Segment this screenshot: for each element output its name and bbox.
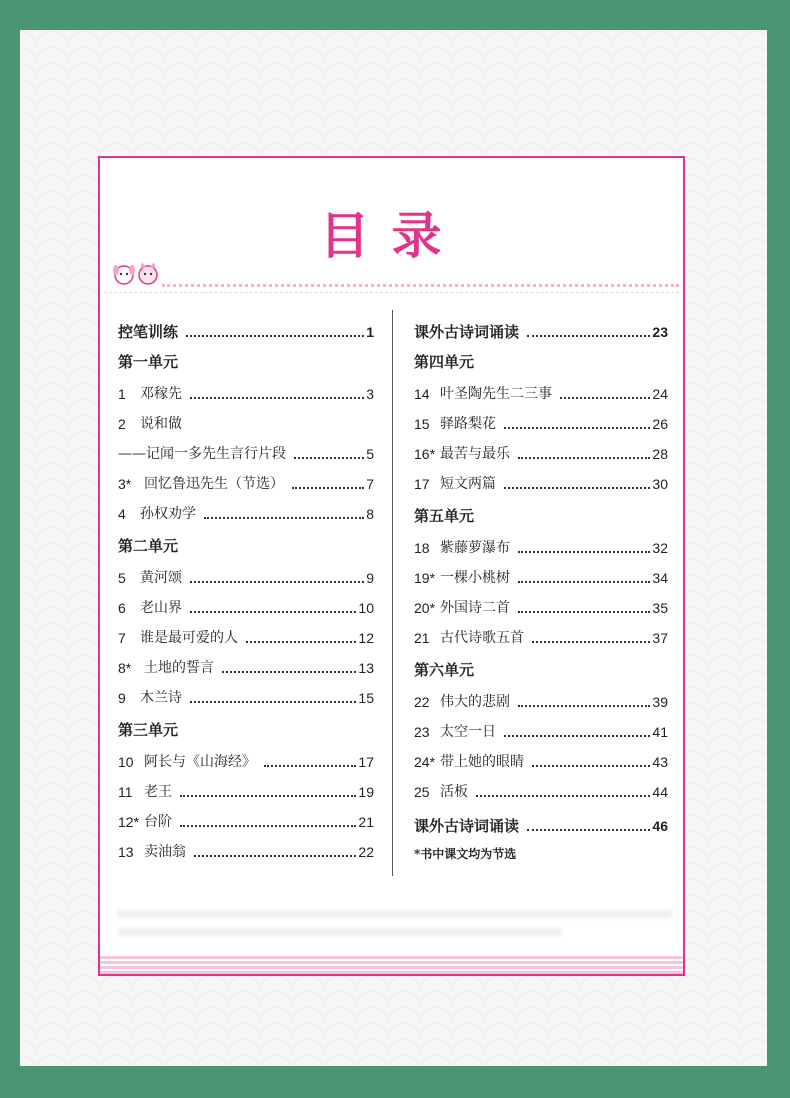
bottom-stripes: [100, 954, 683, 974]
toc-entry[interactable]: [414, 382, 668, 404]
toc-entry[interactable]: [118, 750, 374, 772]
toc-entry-title: 说和做: [140, 416, 182, 432]
toc-entry-number: 16*: [414, 446, 436, 462]
dotted-leader: [186, 335, 364, 337]
toc-entry-title: 谁是最可爱的人: [140, 630, 238, 646]
toc-entry-title: 叶圣陶先生二三事: [440, 386, 552, 402]
toc-entry-number: 21: [414, 630, 430, 646]
toc-entry-number: 20*: [414, 600, 436, 616]
footnote-text: *书中课文均为节选: [414, 847, 517, 861]
toc-entry-number: 13: [118, 844, 134, 860]
unit-header-label: 第六单元: [414, 661, 475, 679]
dotted-leader: [560, 397, 650, 399]
toc-entry-number: 3*: [118, 476, 132, 492]
toc-entry-page: 43: [652, 754, 668, 770]
dotted-leader: [527, 829, 650, 831]
toc-entry-page: 37: [652, 630, 668, 646]
toc-entry-page: 46: [652, 818, 668, 834]
toc-section-entry[interactable]: [414, 814, 668, 836]
toc-entry-title: 古代诗歌五首: [440, 630, 524, 646]
toc-entry-page: 3: [366, 386, 374, 402]
toc-entry[interactable]: [414, 626, 668, 648]
toc-entry-number: 4: [118, 506, 126, 522]
toc-entry[interactable]: [118, 472, 374, 494]
unit-header: [414, 504, 668, 526]
toc-entry[interactable]: [118, 596, 374, 618]
toc-entry-title: 控笔训练: [118, 323, 179, 341]
toc-entry[interactable]: [414, 472, 668, 494]
toc-entry-title: 短文两篇: [440, 476, 496, 492]
toc-entry[interactable]: [118, 442, 374, 464]
dotted-leader: [246, 641, 356, 643]
toc-entry-page: 17: [358, 754, 374, 770]
contents-frame: [98, 156, 685, 976]
toc-entry-number: 14: [414, 386, 430, 402]
toc-entry-number: 17: [414, 476, 430, 492]
dotted-leader: [532, 765, 650, 767]
toc-entry-title: 孙权劝学: [140, 506, 196, 522]
toc-entry[interactable]: [118, 656, 374, 678]
toc-entry[interactable]: [414, 536, 668, 558]
title-dashed-rule: [104, 292, 679, 293]
toc-entry[interactable]: [414, 596, 668, 618]
toc-entry-page: 12: [358, 630, 374, 646]
toc-entry-page: 30: [652, 476, 668, 492]
toc-entry-number: 2: [118, 416, 126, 432]
toc-entry-page: 39: [652, 694, 668, 710]
dotted-leader: [294, 457, 364, 459]
toc-entry[interactable]: [118, 566, 374, 588]
dotted-leader: [476, 795, 650, 797]
toc-entry-number: 10: [118, 754, 134, 770]
toc-section-entry[interactable]: [414, 320, 668, 342]
column-divider: [392, 310, 393, 876]
toc-entry-page: 26: [652, 416, 668, 432]
toc-entry-title: 老山界: [140, 600, 182, 616]
unit-header: [414, 350, 668, 372]
footnote: [414, 842, 668, 864]
toc-entry-number: 5: [118, 570, 126, 586]
toc-entry[interactable]: [118, 810, 374, 832]
toc-entry-page: 15: [358, 690, 374, 706]
dotted-leader: [504, 487, 650, 489]
toc-entry-title: 邓稼先: [140, 386, 182, 402]
dotted-leader: [180, 825, 356, 827]
unit-header-label: 第二单元: [118, 537, 179, 555]
toc-entry[interactable]: [118, 686, 374, 708]
toc-entry-page: 24: [652, 386, 668, 402]
toc-entry[interactable]: [118, 626, 374, 648]
dotted-leader: [518, 581, 650, 583]
toc-entry[interactable]: [414, 720, 668, 742]
toc-entry-title: 阿长与《山海经》: [144, 754, 256, 770]
toc-entry-page: 28: [652, 446, 668, 462]
toc-entry-page: 1: [366, 324, 374, 340]
dotted-leader: [518, 705, 650, 707]
dotted-leader: [532, 641, 650, 643]
unit-header-label: 第五单元: [414, 507, 475, 525]
toc-entry-title: 课外古诗词诵读: [414, 323, 520, 341]
toc-entry-title: 老王: [144, 784, 172, 800]
title-dotted-rule: [162, 284, 679, 287]
unit-header: [118, 350, 374, 372]
toc-entry-page: 8: [366, 506, 374, 522]
toc-entry[interactable]: [414, 442, 668, 464]
toc-entry-number: 11: [118, 784, 133, 800]
toc-entry-page: 10: [358, 600, 374, 616]
toc-entry-title: 一棵小桃树: [440, 570, 510, 586]
dotted-leader: [190, 397, 364, 399]
toc-entry-title: 回忆鲁迅先生（节选）: [144, 476, 284, 492]
toc-entry-title: 带上她的眼睛: [440, 754, 524, 770]
toc-entry-title: 外国诗二首: [440, 600, 510, 616]
toc-entry-page: 13: [358, 660, 374, 676]
toc-entry[interactable]: [118, 412, 374, 434]
toc-entry-number: 12*: [118, 814, 140, 830]
toc-entry[interactable]: [414, 566, 668, 588]
dotted-leader: [504, 735, 650, 737]
page-title: 目录: [319, 207, 464, 265]
toc-entry[interactable]: [414, 780, 668, 802]
dotted-leader: [518, 611, 650, 613]
toc-entry-title: 紫藤萝瀑布: [440, 540, 510, 556]
toc-entry-number: 7: [118, 630, 126, 646]
unit-header: [118, 718, 374, 740]
toc-entry-number: 9: [118, 690, 126, 706]
dotted-leader: [190, 581, 364, 583]
toc-entry[interactable]: [414, 750, 668, 772]
toc-entry-title: 课外古诗词诵读: [414, 817, 520, 835]
toc-entry-page: 19: [358, 784, 374, 800]
toc-entry-title: 活板: [440, 784, 468, 800]
toc-entry[interactable]: [118, 840, 374, 862]
dotted-leader: [180, 795, 356, 797]
unit-header-label: 第三单元: [118, 721, 179, 739]
dotted-leader: [518, 551, 650, 553]
dotted-leader: [292, 487, 364, 489]
toc-entry-number: 22: [414, 694, 430, 710]
toc-entry-page: 7: [366, 476, 374, 492]
toc-entry-number: 23: [414, 724, 430, 740]
toc-entry[interactable]: [118, 780, 374, 802]
toc-entry-title: ——记闻一多先生言行片段: [118, 446, 286, 462]
toc-entry-title: 驿路梨花: [440, 416, 496, 432]
toc-entry[interactable]: [118, 382, 374, 404]
toc-entry-page: 5: [366, 446, 374, 462]
unit-header: [118, 534, 374, 556]
toc-entry-page: 9: [366, 570, 374, 586]
toc-entry-title: 土地的誓言: [144, 660, 214, 676]
toc-entry-page: 32: [652, 540, 668, 556]
toc-entry-number: 19*: [414, 570, 436, 586]
dotted-leader: [190, 701, 356, 703]
dotted-leader: [264, 765, 356, 767]
toc-entry-title: 木兰诗: [140, 690, 182, 706]
toc-entry-number: 1: [118, 386, 126, 402]
dotted-leader: [204, 517, 364, 519]
toc-entry-number: 15: [414, 416, 430, 432]
toc-entry-title: 最苦与最乐: [440, 446, 510, 462]
toc-entry-title: 伟大的悲剧: [440, 694, 510, 710]
toc-entry-title: 卖油翁: [144, 844, 186, 860]
toc-entry-page: 44: [652, 784, 668, 800]
toc-entry-number: 6: [118, 600, 126, 616]
toc-entry-page: 35: [652, 600, 668, 616]
toc-entry[interactable]: [414, 690, 668, 712]
toc-entry-title: 台阶: [144, 814, 172, 830]
dotted-leader: [527, 335, 650, 337]
dog-cat-mascot-icon: [110, 260, 166, 288]
unit-header-label: 第一单元: [118, 353, 179, 371]
toc-entry[interactable]: [414, 412, 668, 434]
toc-entry[interactable]: [118, 502, 374, 524]
toc-entry-title: 黄河颂: [140, 570, 182, 586]
toc-entry-page: 23: [652, 324, 668, 340]
toc-entry-title: 太空一日: [440, 724, 496, 740]
toc-entry-number: 18: [414, 540, 430, 556]
dotted-leader: [518, 457, 650, 459]
toc-entry-page: 41: [652, 724, 668, 740]
toc-entry-number: 8*: [118, 660, 132, 676]
unit-header-label: 第四单元: [414, 353, 475, 371]
toc-entry-page: 21: [358, 814, 374, 830]
blurred-copyright-text: [118, 908, 673, 948]
dotted-leader: [194, 855, 356, 857]
dotted-leader: [222, 671, 356, 673]
dotted-leader: [504, 427, 650, 429]
dotted-leader: [190, 611, 356, 613]
toc-entry-number: 25: [414, 784, 430, 800]
toc-entry-page: 34: [652, 570, 668, 586]
toc-entry-number: 24*: [414, 754, 436, 770]
toc-entry-page: 22: [358, 844, 374, 860]
unit-header: [414, 658, 668, 680]
toc-section-entry[interactable]: [118, 320, 374, 342]
